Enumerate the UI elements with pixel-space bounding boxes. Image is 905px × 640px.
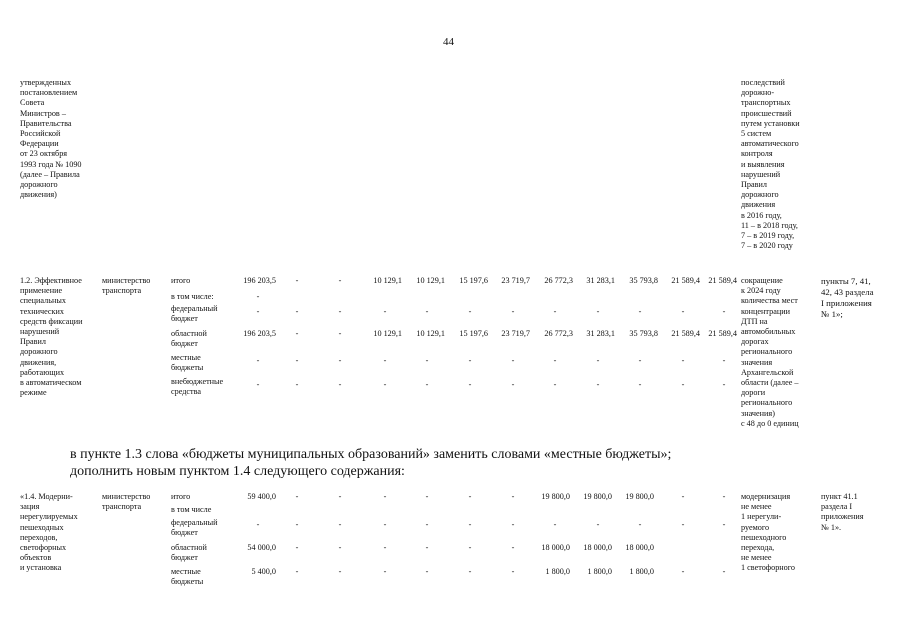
continued-program-name: утвержденных постановлением Совета Министров – Правительства Российской Федерации от 23 октября 1993 года № 1090 (далее – Правила дорожного движения) [20,78,82,200]
row-1-4-dash: - [468,492,472,501]
row-1-4-dash: - [596,520,600,529]
row-1-2-source-federal: федеральный бюджет [171,304,218,324]
row-1-4-dash: - [722,492,726,501]
row-1-4-dash: - [468,543,472,552]
row-1-4-source-local: местные бюджеты [171,567,204,587]
row-1-2-regional-value: 10 129,1 [416,329,445,338]
row-1-2-total-value: - [295,276,299,285]
row-1-2-total-value: 21 589,4 [708,276,737,285]
row-1-2-executor: министерство транспорта [102,276,151,296]
row-1-2-dash: - [553,380,557,389]
row-1-2-dash: - [425,307,429,316]
row-1-2-dash: - [638,356,642,365]
row-1-4-dash: - [638,520,642,529]
row-1-4-reference: пункт 41.1 раздела I приложения № 1». [821,492,864,532]
row-1-2-dash: - [722,380,726,389]
row-1-2-regional-value: 26 772,3 [544,329,573,338]
row-1-2-source-total: итого [171,276,191,285]
row-1-4-dash: - [425,567,429,576]
row-1-2-total-value: 196 203,5 [243,276,276,285]
row-1-2-regional-value: 31 283,1 [586,329,615,338]
row-1-4-dash: - [511,543,515,552]
row-1-2-total-value: 10 129,1 [416,276,445,285]
row-1-4-dash: - [553,520,557,529]
row-1-2-dash: - [425,356,429,365]
row-1-4-dash: - [722,520,726,529]
row-1-2-dash: - [383,380,387,389]
row-1-4-local-value: 1 800,0 [545,567,570,576]
row-1-2-total-value: 21 589,4 [671,276,700,285]
row-1-4-dash: - [681,492,685,501]
row-1-4-source-federal: федеральный бюджет [171,518,218,538]
continued-expected-result: последствий дорожно- транспортных происшествий путем установки 5 систем автоматического контроля и выявления нарушений Правил дорожного движения в 2016 году, 11 – в 2018 году, 7 – в 2019 году, 7 – в 2020 году [741,78,800,251]
row-1-2-dash: - [295,356,299,365]
row-1-4-dash: - [425,520,429,529]
row-1-4-dash: - [295,543,299,552]
row-1-2-dash: - [338,356,342,365]
row-1-2-dash: - [681,307,685,316]
row-1-4-name: «1.4. Модерни- зация нерегулируемых пешеходных переходов, светофорных объектов и установка [20,492,78,573]
row-1-4-total-value: 59 400,0 [247,492,276,501]
row-1-2-regional-value: 15 197,6 [459,329,488,338]
row-1-4-regional-value: 54 000,0 [247,543,276,552]
row-1-2-regional-value: 21 589,4 [708,329,737,338]
row-1-2-source-extrabudget: внебюджетные средства [171,377,224,397]
row-1-2-regional-value: 21 589,4 [671,329,700,338]
row-1-2-source-regional: областной бюджет [171,329,207,349]
row-1-2-total-value: 23 719,7 [501,276,530,285]
row-1-4-dash: - [383,520,387,529]
row-1-4-dash: - [681,567,685,576]
row-1-2-name: 1.2. Эффективное применение специальных технических средств фиксации нарушений Правил дорожного движения, работающих в автоматическом режиме [20,276,83,398]
row-1-2-total-value: 26 772,3 [544,276,573,285]
row-1-2-dash: - [553,356,557,365]
page-number: 44 [443,36,454,48]
row-1-2-dash: - [295,307,299,316]
row-1-2-dash: - [295,380,299,389]
row-1-2-regional-value: 23 719,7 [501,329,530,338]
row-1-4-dash: - [383,492,387,501]
row-1-2-regional-value: 196 203,5 [243,329,276,338]
row-1-4-total-value: 19 800,0 [583,492,612,501]
row-1-2-dash: - [383,356,387,365]
amendment-instruction-1: в пункте 1.3 слова «бюджеты муниципальных образований» заменить словами «местные бюджеты»; [70,447,672,462]
row-1-2-source-local: местные бюджеты [171,353,204,373]
row-1-2-dash: - [638,307,642,316]
row-1-4-dash: - [511,520,515,529]
row-1-2-dash: - [256,356,260,365]
row-1-2-regional-value: - [295,329,299,338]
row-1-2-total-value: - [338,276,342,285]
row-1-4-dash: - [338,543,342,552]
row-1-2-dash: - [338,380,342,389]
row-1-2-dash: - [256,380,260,389]
row-1-4-total-value: 19 800,0 [625,492,654,501]
row-1-4-dash: - [468,520,472,529]
row-1-2-dash: - [511,380,515,389]
row-1-4-regional-value: 18 000,0 [541,543,570,552]
row-1-2-expected-result: сокращение к 2024 году количества мест концентрации ДТП на автомобильных дорогах регионального значения Архангельской области (далее – дороги регионального значения) с 48 до 0 единиц [741,276,799,428]
row-1-2-dash: - [383,307,387,316]
row-1-4-dash: - [468,567,472,576]
row-1-4-dash: - [295,520,299,529]
row-1-4-dash: - [511,492,515,501]
row-1-4-source-including: в том числе [171,505,212,514]
row-1-4-dash: - [383,567,387,576]
row-1-4-executor: министерство транспорта [102,492,151,512]
row-1-4-regional-value: 18 000,0 [583,543,612,552]
row-1-4-dash: - [338,520,342,529]
row-1-2-dash: - [256,307,260,316]
row-1-2-regional-value: 35 793,8 [629,329,658,338]
row-1-4-dash: - [681,520,685,529]
row-1-2-dash: - [681,380,685,389]
row-1-4-dash: - [338,492,342,501]
row-1-2-reference: пункты 7, 41, 42, 43 раздела I приложения № 1»; [821,276,874,319]
row-1-4-total-value: 19 800,0 [541,492,570,501]
row-1-2-dash: - [638,380,642,389]
row-1-2-dash: - [596,307,600,316]
row-1-2-dash: - [511,307,515,316]
row-1-2-dash: - [468,356,472,365]
row-1-4-dash: - [338,567,342,576]
row-1-4-source-regional: областной бюджет [171,543,207,563]
row-1-2-dash: - [722,307,726,316]
row-1-2-regional-value: - [338,329,342,338]
row-1-4-dash: - [295,492,299,501]
row-1-2-dash: - [425,380,429,389]
row-1-4-regional-value: 18 000,0 [625,543,654,552]
row-1-4-source-total: итого [171,492,191,501]
row-1-2-regional-value: 10 129,1 [373,329,402,338]
row-1-2-dash: - [681,356,685,365]
row-1-2-dash: - [596,380,600,389]
row-1-4-dash: - [425,543,429,552]
row-1-4-dash: - [425,492,429,501]
row-1-4-local-value: 5 400,0 [251,567,276,576]
row-1-4-dash: - [295,567,299,576]
row-1-2-dash: - [511,356,515,365]
row-1-4-dash: - [722,567,726,576]
row-1-2-total-value: 10 129,1 [373,276,402,285]
row-1-2-dash: - [722,356,726,365]
row-1-4-local-value: 1 800,0 [587,567,612,576]
row-1-2-total-value: 31 283,1 [586,276,615,285]
row-1-4-dash: - [383,543,387,552]
row-1-4-expected-result: модернизация не менее 1 нерегули- руемого пешеходного перехода, не менее 1 светофорного [741,492,796,573]
row-1-2-dash: - [256,292,260,301]
row-1-2-dash: - [596,356,600,365]
row-1-2-dash: - [468,380,472,389]
amendment-instruction-2: дополнить новым пунктом 1.4 следующего содержания: [70,464,405,479]
row-1-2-dash: - [338,307,342,316]
row-1-2-dash: - [553,307,557,316]
row-1-2-source-including: в том числе: [171,292,214,301]
row-1-4-local-value: 1 800,0 [629,567,654,576]
row-1-2-dash: - [468,307,472,316]
row-1-2-total-value: 35 793,8 [629,276,658,285]
row-1-4-dash: - [511,567,515,576]
row-1-4-dash: - [256,520,260,529]
row-1-2-total-value: 15 197,6 [459,276,488,285]
